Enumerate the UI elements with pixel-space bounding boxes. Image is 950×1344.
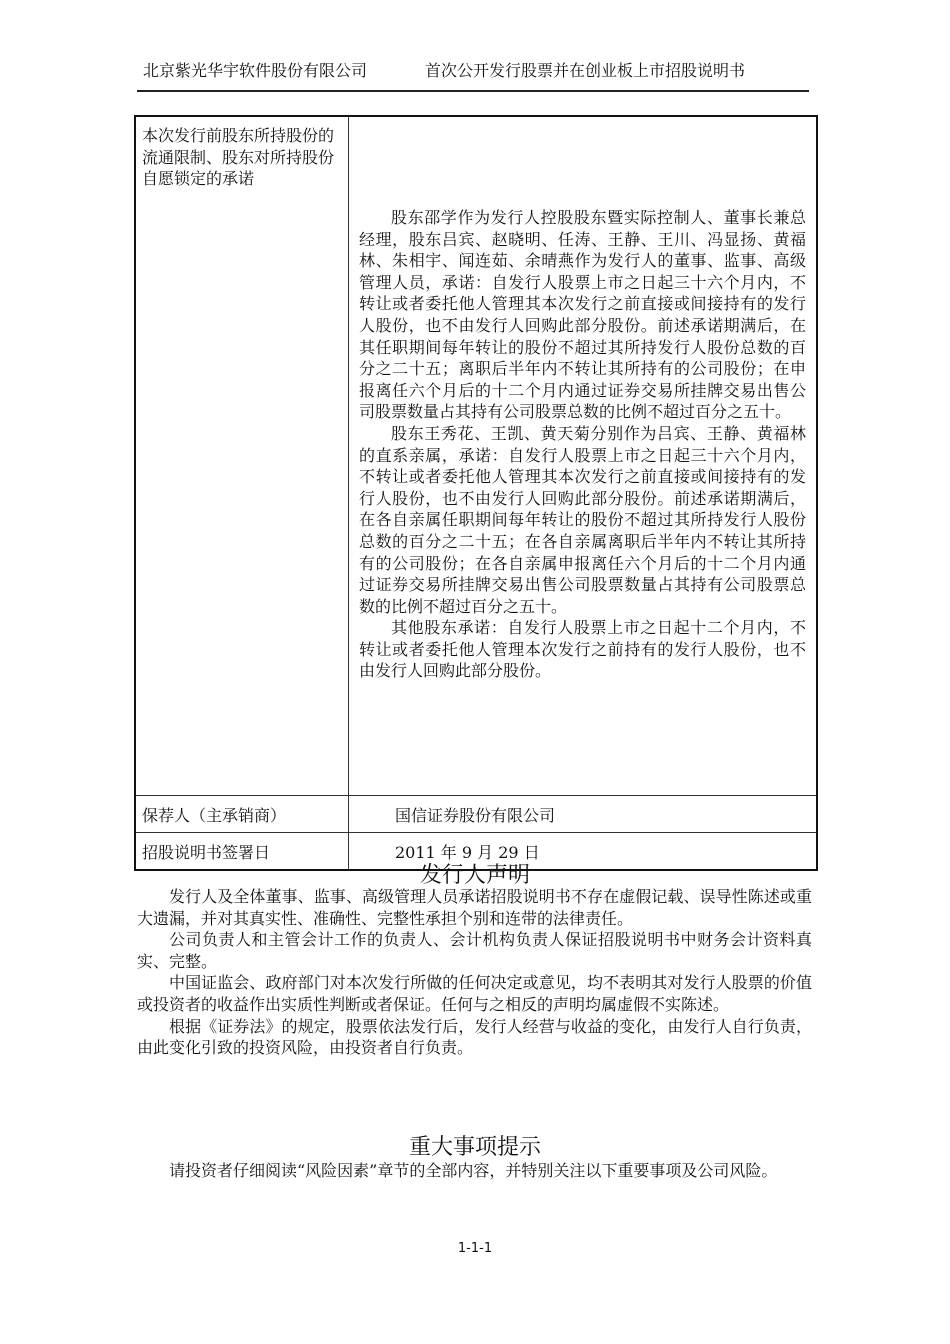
table-row-sponsor: [135, 796, 817, 833]
issuer-statement-paragraph-4: 根据《证券法》的规定，股票依法发行后，发行人经营与收益的变化，由发行人自行负责，由此变化引致的投资风险，由投资者自行负责。: [137, 1016, 812, 1058]
sign-date-label: 招股说明书签署日: [135, 833, 349, 871]
lockup-content: [349, 116, 818, 796]
issuer-statement-title: 发行人声明: [419, 863, 530, 888]
sponsor-label: 保荐人（主承销商）: [135, 796, 349, 833]
page-number: 1-1-1: [457, 1241, 493, 1256]
table-row-lockup: [135, 116, 817, 796]
major-matters-body: [137, 1160, 812, 1182]
lockup-paragraph-1: 股东邵学作为发行人控股股东暨实际控制人、董事长兼总经理，股东吕宾、赵晓明、任涛、王静、王川、冯显扬、黄福林、朱相宇、闻连茹、余晴燕作为发行人的董事、监事、高级管理人员，承诺：自发行人股票上市之日起三十六个月内，不转让或者委托他人管理其本次发行之前直接或间接持有的发行人股份，也不由发行人回购此部分股份。前述承诺期满后，在其任职期间每年转让的股份不超过其所持发行人股份总数的百分之二十五；离职后半年内不转让其所持有的公司股份；在申报离任六个月后的十二个月内通过证券交易所挂牌交易出售公司股票数量占其持有公司股票总数的比例不超过百分之五十。: [359, 208, 806, 422]
issuer-statement-body: [137, 886, 812, 1059]
page-header: [143, 58, 813, 82]
header-divider: [137, 90, 809, 92]
sign-date-value: 2011 年 9 月 29 日: [349, 833, 818, 871]
lockup-label: 本次发行前股东所持股份的流通限制、股东对所持股份自愿锁定的承诺: [135, 116, 349, 796]
header-company-name: 北京紫光华宇软件股份有限公司: [143, 61, 368, 80]
issuer-statement-paragraph-3: 中国证监会、政府部门对本次发行所做的任何决定或意见，均不表明其对发行人股票的价值或投资者的收益作出实质性判断或者保证。任何与之相反的声明均属虚假不实陈述。: [137, 973, 812, 1014]
offering-info-table: [134, 115, 818, 871]
major-matters-paragraph-1: 请投资者仔细阅读“风险因素”章节的全部内容，并特别关注以下重要事项及公司风险。: [169, 1161, 778, 1180]
issuer-statement-paragraph-2: 公司负责人和主管会计工作的负责人、会计机构负责人保证招股说明书中财务会计资料真实、完整。: [137, 930, 812, 971]
major-matters-title: 重大事项提示: [408, 1135, 541, 1160]
lockup-paragraph-2: 股东王秀花、王凯、黄天菊分别作为吕宾、王静、黄福林的直系亲属，承诺：自发行人股票上市之日起三十六个月内，不转让或者委托他人管理其本次发行之前直接或间接持有的发行人股份，也不由发行人回购此部分股份。前述承诺期满后，在各自亲属任职期间每年转让的股份不超过其所持发行人股份总数的百分之二十五；在各自亲属离职后半年内不转让其所持有的公司股份；在各自亲属申报离任六个月后的十二个月内通过证券交易所挂牌交易出售公司股票数量占其持有公司股票总数的比例不超过百分之五十。: [359, 423, 806, 616]
sponsor-value: 国信证券股份有限公司: [349, 796, 818, 833]
lockup-paragraph-3: 其他股东承诺：自发行人股票上市之日起十二个月内，不转让或者委托他人管理本次发行之前持有的发行人股份，也不由发行人回购此部分股份。: [359, 618, 806, 681]
issuer-statement-paragraph-1: 发行人及全体董事、监事、高级管理人员承诺招股说明书不存在虚假记载、误导性陈述或重大遗漏，并对其真实性、准确性、完整性承担个别和连带的法律责任。: [137, 887, 812, 928]
header-document-title: 首次公开发行股票并在创业板上市招股说明书: [425, 61, 746, 80]
